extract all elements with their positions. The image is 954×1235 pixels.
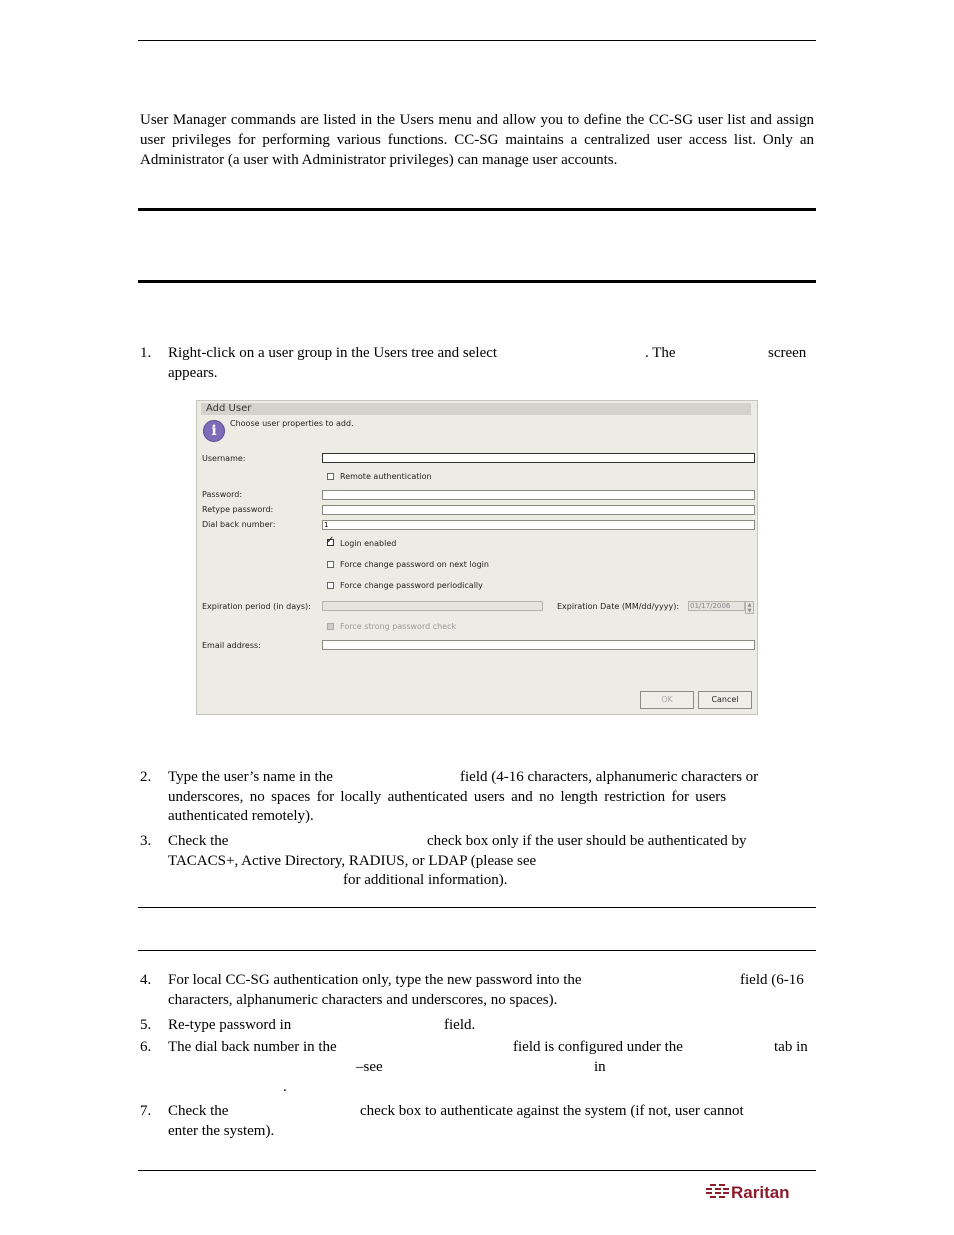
dialback-label: Dial back number:	[202, 520, 276, 529]
step6-text-f: .	[283, 1079, 287, 1095]
step7-text-a: Check the	[168, 1103, 229, 1119]
ok-button[interactable]: OK	[640, 691, 694, 709]
retype-password-label: Retype password:	[202, 505, 274, 514]
step1-text-d: appears.	[168, 365, 218, 381]
username-field[interactable]	[322, 453, 755, 463]
expiration-period-field	[322, 601, 543, 611]
step5-text-b: field.	[444, 1017, 476, 1033]
step5-text-a: Re-type password in	[168, 1017, 292, 1033]
dialog-title: Add User	[201, 403, 751, 415]
expiration-period-label: Expiration period (in days):	[202, 602, 311, 611]
step7-text-c: enter the system).	[168, 1123, 275, 1139]
section-rule-top	[138, 208, 816, 211]
step3-text-3: for additional information).	[343, 872, 508, 888]
remote-auth-checkbox[interactable]	[327, 473, 334, 480]
step4-text-2: characters, alphanumeric characters and underscores, no spaces).	[168, 992, 558, 1008]
force-periodic-label: Force change password periodically	[340, 581, 483, 590]
step2-text-2: underscores, no spaces for locally authenticated users and no length restriction for users	[168, 789, 727, 805]
step7-number: 7.	[140, 1103, 152, 1119]
raritan-logo-text: Raritan	[731, 1183, 790, 1202]
password-label: Password:	[202, 490, 243, 499]
step2-text-3: authenticated remotely).	[168, 808, 314, 824]
force-strong-checkbox	[327, 623, 334, 630]
step1-text-c: screen	[768, 345, 807, 361]
remote-auth-label: Remote authentication	[340, 472, 432, 481]
step3-text-2a: TACACS+, Active Directory, RADIUS, or LDAP (please see	[168, 853, 537, 869]
step1-text-b: . The	[645, 345, 676, 361]
date-spinner: ▲ ▼	[745, 601, 754, 614]
force-strong-label: Force strong password check	[340, 622, 457, 631]
step1-text-a: Right-click on a user group in the Users tree and select	[168, 345, 498, 361]
add-user-dialog	[196, 400, 758, 715]
step6-number: 6.	[140, 1039, 152, 1055]
step6-text-b: field is configured under the	[513, 1039, 683, 1055]
header-rule	[138, 40, 816, 41]
step3-text-1a: Check the	[168, 833, 229, 849]
note-rule-top	[138, 907, 816, 908]
force-periodic-checkbox[interactable]	[327, 582, 334, 589]
dialback-field[interactable]: 1	[322, 520, 755, 530]
step2-number: 2.	[140, 769, 152, 785]
section-rule-bottom	[138, 280, 816, 283]
login-enabled-label: Login enabled	[340, 539, 397, 548]
expiration-date-label: Expiration Date (MM/dd/yyyy):	[557, 602, 680, 611]
step2-text-1a: Type the user’s name in the	[168, 769, 333, 785]
intro-paragraph: User Manager commands are listed in the Users menu and allow you to define the CC-SG user list and assign user privileges for performing various functions. CC-SG maintains a centralized user access list. Only an Administrator (a user with Administrator privileges) can manage user accounts.	[140, 112, 814, 168]
step5-number: 5.	[140, 1017, 152, 1033]
raritan-logo	[706, 1179, 812, 1203]
cancel-button[interactable]: Cancel	[698, 691, 752, 709]
password-field[interactable]	[322, 490, 755, 500]
step6-text-e: in	[594, 1059, 606, 1075]
step6-text-c: tab in	[774, 1039, 808, 1055]
info-icon: i	[203, 420, 225, 442]
note-rule-bottom	[138, 950, 816, 951]
dialog-subtitle: Choose user properties to add.	[230, 419, 354, 428]
checkmark-icon: ✓	[326, 535, 335, 546]
step3-text-1b: check box only if the user should be authenticated by	[427, 833, 747, 849]
step7-text-b: check box to authenticate against the system (if not, user cannot	[360, 1103, 744, 1119]
step1-number: 1.	[140, 345, 152, 361]
step4-text-1a: For local CC-SG authentication only, type the new password into the	[168, 972, 582, 988]
force-next-login-label: Force change password on next login	[340, 560, 489, 569]
email-field[interactable]	[322, 640, 755, 650]
expiration-date-field: 01/17/2006	[688, 601, 745, 611]
username-label: Username:	[202, 454, 246, 463]
step2-text-1b: field (4-16 characters, alphanumeric characters or	[460, 769, 759, 785]
step6-text-d: –see	[356, 1059, 383, 1075]
retype-password-field[interactable]	[322, 505, 755, 515]
email-label: Email address:	[202, 641, 261, 650]
step4-number: 4.	[140, 972, 152, 988]
step4-text-1b: field (6-16	[740, 972, 804, 988]
step6-text-a: The dial back number in the	[168, 1039, 337, 1055]
force-next-login-checkbox[interactable]	[327, 561, 334, 568]
step3-number: 3.	[140, 833, 152, 849]
footer-rule	[138, 1170, 816, 1171]
